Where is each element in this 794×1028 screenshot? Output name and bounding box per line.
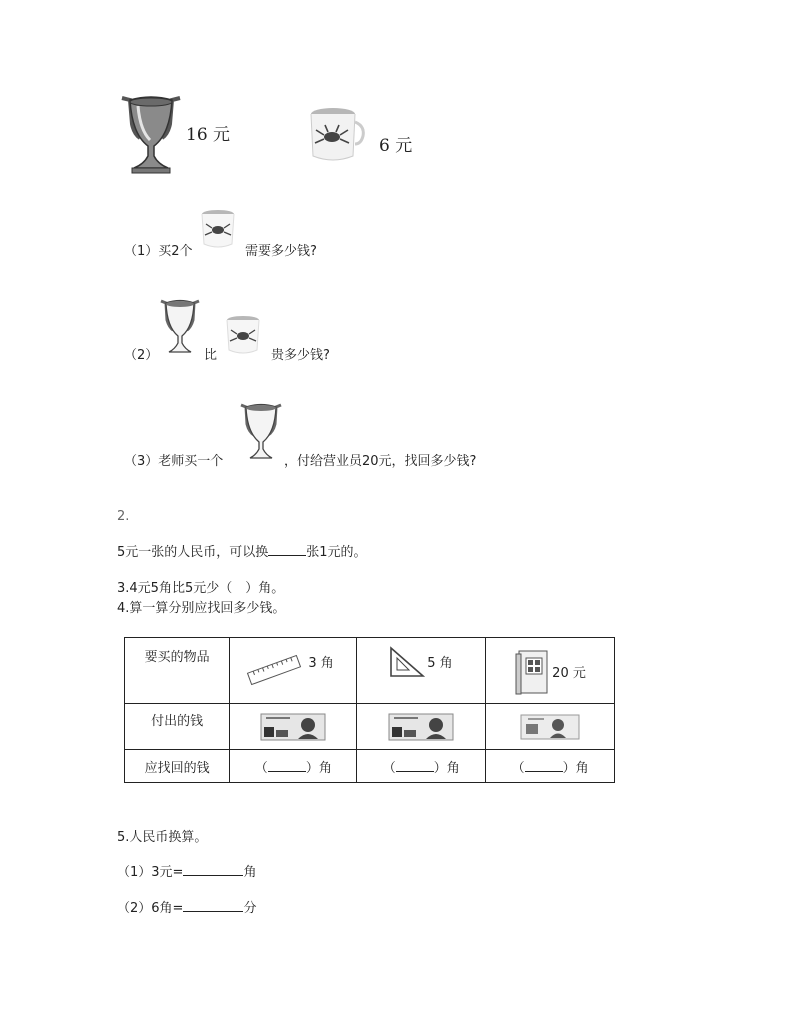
q5-title: 5.人民币换算。 <box>117 830 208 845</box>
q2-number: 2. <box>117 509 130 524</box>
q1-item1-prefix: （1）买2个 <box>124 244 193 259</box>
q4-title: 4.算一算分别应找回多少钱。 <box>117 601 286 616</box>
q1-item3-suffix: ，付给营业员20元，找回多少钱? <box>284 454 477 469</box>
q2-text-after: 张1元的。 <box>306 545 367 560</box>
item-cell <box>357 638 486 704</box>
row-header-items: 要买的物品 <box>125 638 230 704</box>
q1-item2-prefix: （2） <box>124 348 159 363</box>
item-cell <box>486 638 615 704</box>
row-header-paid: 付出的钱 <box>125 704 230 750</box>
banknote-icon <box>260 713 326 741</box>
change-answer-cell: （ ）角 <box>230 750 357 783</box>
banknote-icon <box>388 713 454 741</box>
row-header-change: 应找回的钱 <box>125 750 230 783</box>
ruler-icon <box>246 654 302 690</box>
cup-icon <box>199 208 239 250</box>
answer-blank[interactable] <box>183 875 243 876</box>
answer-blank[interactable] <box>525 771 563 772</box>
table-row <box>125 750 615 783</box>
item-price: 5 角 <box>427 656 453 671</box>
q1-item3-prefix: （3）老师买一个 <box>124 454 224 469</box>
book-icon <box>514 648 550 700</box>
trophy-image <box>118 94 184 176</box>
q2-question <box>117 541 367 560</box>
cup-image <box>305 106 365 164</box>
q1-item2-mid: 比 <box>204 348 218 363</box>
q2-text-before: 5元一张的人民币，可以换 <box>117 545 269 560</box>
paid-cell <box>230 704 357 750</box>
q1-item1-suffix: 需要多少钱? <box>245 244 317 259</box>
table-row <box>125 638 615 704</box>
change-answer-cell: （ ）角 <box>486 750 615 783</box>
change-answer-cell: （ ）角 <box>357 750 486 783</box>
item-price: 20 元 <box>552 666 586 681</box>
trophy-icon <box>238 402 284 464</box>
answer-blank[interactable] <box>396 771 434 772</box>
q5-item: （1）3元= 角 <box>117 865 257 880</box>
paid-cell <box>486 704 615 750</box>
cup-icon <box>224 314 264 356</box>
item-price: 3 角 <box>308 656 334 671</box>
q2-answer-blank[interactable] <box>268 555 306 556</box>
table-row <box>125 704 615 750</box>
triangle-ruler-icon <box>387 644 427 684</box>
q5-item: （2）6角= 分 <box>117 901 257 916</box>
banknote-icon <box>520 714 580 740</box>
paid-cell <box>357 704 486 750</box>
q3-question: 3.4元5角比5元少（ ）角。 <box>117 581 285 596</box>
trophy-icon <box>158 298 202 358</box>
q1-item2-suffix: 贵多少钱? <box>271 348 330 363</box>
answer-blank[interactable] <box>268 771 306 772</box>
answer-blank[interactable] <box>183 911 243 912</box>
q4-table <box>124 637 615 783</box>
item-cell <box>230 638 357 704</box>
cup-price: 6 元 <box>379 136 413 156</box>
trophy-price: 16 元 <box>186 125 231 145</box>
